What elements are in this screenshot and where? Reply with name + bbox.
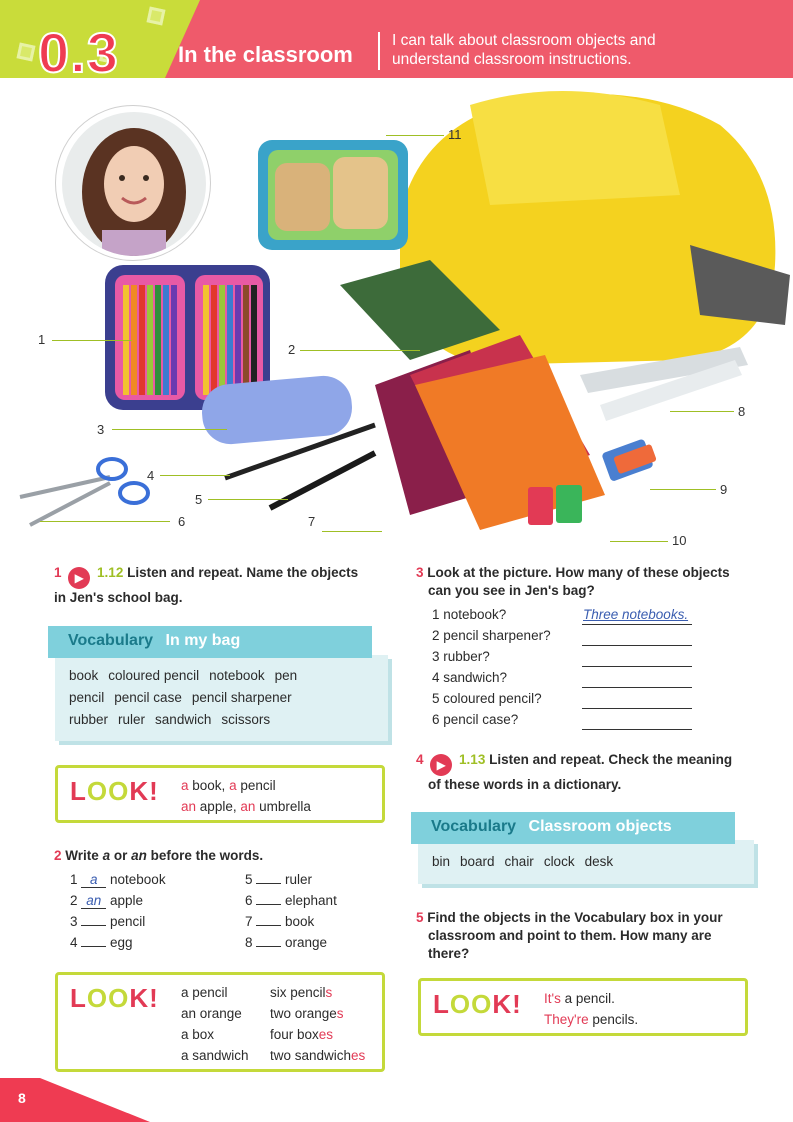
look-box-its-theyre: [418, 978, 748, 1036]
label-11: 11: [448, 127, 462, 142]
exercise-instruction-cont: in Jen's school bag.: [54, 590, 183, 605]
answer-line[interactable]: [582, 624, 692, 625]
avatar: [55, 105, 211, 261]
vocabulary-topic: In my bag: [165, 632, 241, 649]
vocabulary-word-list: [69, 665, 389, 731]
vocab-word: pencil case: [114, 690, 182, 705]
item-word: egg: [106, 935, 133, 950]
answer-blank[interactable]: [256, 883, 281, 884]
vocab-row: [69, 709, 389, 731]
backpack-pocket: [470, 91, 680, 205]
item-number: 7: [245, 914, 257, 929]
label-6: 6: [178, 514, 186, 529]
vocab-word: chair: [504, 854, 534, 869]
exercise-2: 2 Write a or an before the words.: [54, 848, 264, 863]
plural-example: two oranges: [270, 1006, 344, 1021]
item-word: pencil: [106, 914, 146, 929]
singular-example: a pencil: [181, 985, 228, 1000]
unit-title: In the classroom: [178, 42, 353, 67]
vocab-word: board: [460, 854, 495, 869]
scissors-blade: [20, 477, 110, 497]
sandwich-right: [333, 157, 388, 229]
vocab-word: ruler: [118, 712, 146, 727]
unit-goal: I can talk about classroom objects and understand classroom instructions.: [392, 32, 656, 68]
vocab-word: coloured pencil: [108, 668, 200, 683]
plural-example: six pencils: [270, 985, 333, 1000]
exercise-item: 2 pencil sharpener?: [432, 628, 551, 643]
scissors-handle: [98, 459, 126, 479]
vocab-word: rubber: [69, 712, 109, 727]
vocab-word: book: [69, 668, 99, 683]
vocabulary-word-list: [432, 851, 623, 873]
item-word: orange: [281, 935, 328, 950]
track-number: 1.12: [97, 565, 124, 580]
exercise-number: 1: [54, 565, 62, 580]
singular-example: a box: [181, 1027, 215, 1042]
scissors-blade-2: [30, 483, 110, 525]
leader-line: [52, 340, 132, 341]
label-2: 2: [288, 342, 296, 357]
leader-line: [386, 135, 444, 136]
look-box-articles: [55, 765, 385, 823]
page-number: 8: [18, 1090, 26, 1106]
item-number: 3: [70, 914, 82, 929]
leader-line: [670, 411, 734, 412]
coloured-pencils-right: [203, 285, 257, 395]
answer-line[interactable]: [582, 666, 692, 667]
vocab-word: sandwich: [155, 712, 212, 727]
leader-line: [610, 541, 668, 542]
look-title: LOOK!: [70, 983, 159, 1013]
vocab-word: clock: [543, 854, 575, 869]
item-number: 6: [245, 893, 257, 908]
answer-line[interactable]: [582, 729, 692, 730]
exercise-1: [54, 564, 394, 607]
example-answer: Three notebooks.: [583, 607, 689, 622]
vocab-word: bin: [432, 854, 451, 869]
exercise-item: [245, 935, 327, 950]
unit-header: [0, 0, 793, 84]
exercise-instruction: Listen and repeat. Name the objects: [127, 565, 359, 580]
decor-square: [147, 7, 166, 26]
exercise-3: 3 Look at the picture. How many of these objects can you see in Jen's bag?: [416, 565, 730, 598]
exercise-item: [245, 893, 337, 908]
sandwich-left: [275, 163, 330, 231]
label-10: 10: [672, 533, 687, 548]
exercise-item: 4 sandwich?: [432, 670, 508, 685]
item-number: 8: [245, 935, 257, 950]
vocab-word: scissors: [221, 712, 271, 727]
exercise-item: [70, 872, 166, 888]
item-number: 2: [70, 893, 82, 908]
vocab-row: [69, 665, 389, 687]
vocab-word: pencil sharpener: [191, 690, 292, 705]
leader-line: [208, 499, 288, 500]
singular-example: an orange: [181, 1006, 242, 1021]
vocab-word: pen: [274, 668, 298, 683]
leader-line: [322, 531, 382, 532]
exercise-item: 5 coloured pencil?: [432, 691, 542, 706]
plural-example: two sandwiches: [270, 1048, 366, 1063]
vocabulary-heading: Vocabulary Classroom objects: [411, 812, 735, 844]
sharpener-red: [528, 487, 553, 525]
header-divider: [378, 32, 380, 70]
unit-number: 0.3: [38, 21, 119, 84]
school-bag-photo: [0, 85, 793, 555]
label-5: 5: [195, 492, 203, 507]
label-4: 4: [147, 468, 155, 483]
leader-line: [650, 489, 716, 490]
vocab-row: [69, 687, 389, 709]
answer-blank[interactable]: [256, 904, 281, 905]
answer-line[interactable]: [582, 687, 692, 688]
vocab-word: pencil: [69, 690, 105, 705]
item-number: 5: [245, 872, 257, 887]
look-title: LOOK!: [433, 989, 522, 1019]
answer-blank[interactable]: an: [81, 893, 106, 909]
label-7: 7: [308, 514, 316, 529]
exercise-item: [245, 872, 312, 887]
look-box-plurals: [55, 972, 385, 1072]
leader-line: [112, 429, 227, 430]
look-title: LOOK!: [70, 776, 159, 806]
exercise-item: 6 pencil case?: [432, 712, 519, 727]
answer-line[interactable]: [582, 708, 692, 709]
vocab-word: notebook: [209, 668, 265, 683]
item-word: book: [281, 914, 315, 929]
leader-line: [160, 475, 230, 476]
look-line-2: They're pencils.: [544, 1012, 639, 1027]
answer-blank[interactable]: [256, 925, 281, 926]
audio-icon[interactable]: ▶: [430, 754, 452, 776]
vocabulary-label: Vocabulary: [68, 632, 154, 649]
answer-blank[interactable]: [256, 946, 281, 947]
answer-blank[interactable]: [81, 946, 106, 947]
vocabulary-heading: [48, 626, 372, 658]
look-line-1: a book, a pencil: [181, 778, 276, 793]
answer-blank[interactable]: [81, 925, 106, 926]
answer-blank[interactable]: a: [81, 872, 106, 888]
item-number: 4: [70, 935, 82, 950]
page-number-badge: [0, 1078, 150, 1122]
leader-line: [40, 521, 170, 522]
label-1: 1: [38, 332, 46, 347]
item-word: notebook: [106, 872, 166, 887]
sharpener-green: [556, 485, 582, 523]
exercise-item: [245, 914, 314, 929]
label-3: 3: [97, 422, 105, 437]
item-number: 1: [70, 872, 82, 887]
look-line-2: an apple, an umbrella: [181, 799, 311, 814]
decor-square: [17, 43, 36, 62]
item-word: ruler: [281, 872, 313, 887]
exercise-item: [70, 935, 133, 950]
exercise-4: 4 ▶ 1.13 Listen and repeat. Check the meaning of these words in a dictionary.: [416, 752, 733, 792]
singular-example: a sandwich: [181, 1048, 249, 1063]
scissors-handle-2: [120, 483, 148, 503]
leader-line: [300, 350, 420, 351]
label-8: 8: [738, 404, 746, 419]
label-9: 9: [720, 482, 728, 497]
item-word: elephant: [281, 893, 337, 908]
girl-photo: [62, 112, 206, 256]
audio-icon[interactable]: ▶: [68, 567, 90, 589]
answer-line[interactable]: [582, 645, 692, 646]
item-word: apple: [106, 893, 144, 908]
look-line-1: It's a pencil.: [544, 991, 615, 1006]
exercise-item: 1 notebook?: [432, 607, 507, 622]
exercise-item: [70, 893, 143, 909]
exercise-5: 5 Find the objects in the Vocabulary box in your classroom and point to them. How many are there?: [416, 910, 723, 961]
vocab-word: desk: [584, 854, 614, 869]
plural-example: four boxes: [270, 1027, 334, 1042]
exercise-item: [70, 914, 145, 929]
exercise-item: 3 rubber?: [432, 649, 490, 664]
